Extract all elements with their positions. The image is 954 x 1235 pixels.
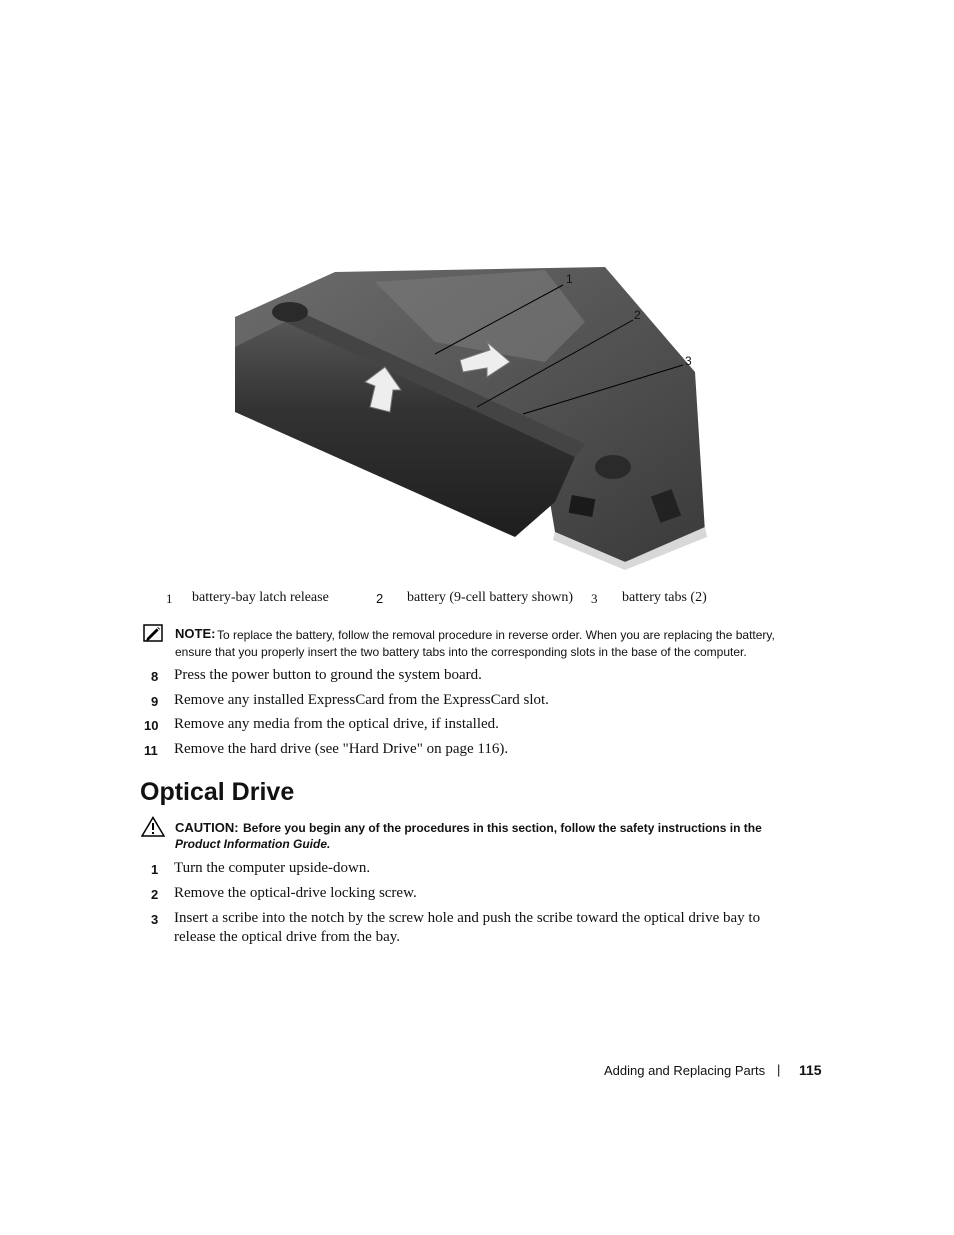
legend-text-1: battery-bay latch release [192,590,329,605]
rubber-foot-left [272,302,308,322]
step-number: 2 [151,887,159,902]
caution-text-line-2 [175,837,330,851]
rubber-foot-right [595,455,631,479]
step-number: 8 [151,669,159,684]
laptop-battery-illustration [225,262,725,572]
warning-triangle-icon [141,816,165,837]
callout-1: 1 [566,272,573,286]
step-text-line-2: release the optical drive from the bay. [174,929,401,945]
step-text: Remove the hard drive (see "Hard Drive" on page 116). [174,741,509,757]
step-text: Turn the computer upside-down. [174,860,371,876]
caution-label: CAUTION: [175,820,239,835]
caution-period: . [327,837,331,851]
step-number: 9 [151,694,159,709]
section-title: Optical Drive [140,778,295,806]
legend-text-2: battery (9-cell battery shown) [407,590,573,605]
legend-num-3: 3 [591,591,598,606]
callout-3: 3 [685,354,692,368]
note-text-line-2: ensure that you properly insert the two battery tabs into the corresponding slots in the base of the computer. [175,645,747,659]
step-number: 1 [151,862,159,877]
note-text-line-1: To replace the battery, follow the removal procedure in reverse order. When you are replacing the battery, [217,628,775,642]
caution-text-line-1: Before you begin any of the procedures in this section, follow the safety instructions in the [243,821,762,835]
step-number: 10 [144,718,159,733]
footer-section-name: Adding and Replacing Parts [604,1063,766,1078]
step-text-line-1: Insert a scribe into the notch by the screw hole and push the scribe toward the optical drive bay to [174,910,761,926]
legend-num-1: 1 [166,591,173,606]
note-label: NOTE: [175,626,216,641]
step-number: 11 [144,743,158,758]
page-number: 115 [799,1062,822,1078]
step-text: Press the power button to ground the system board. [174,667,482,683]
legend-num-2: 2 [376,591,384,606]
step-number: 3 [151,912,159,927]
legend-text-3: battery tabs (2) [622,590,707,605]
callout-2: 2 [634,308,641,322]
step-text: Remove any installed ExpressCard from the ExpressCard slot. [174,692,549,708]
pencil-note-icon [143,624,163,642]
footer-separator: | [777,1062,781,1077]
step-text: Remove any media from the optical drive, if installed. [174,716,499,732]
battery-removal-figure [225,262,725,572]
product-information-guide-title: Product Information Guide [175,837,327,851]
step-text: Remove the optical-drive locking screw. [174,885,417,901]
